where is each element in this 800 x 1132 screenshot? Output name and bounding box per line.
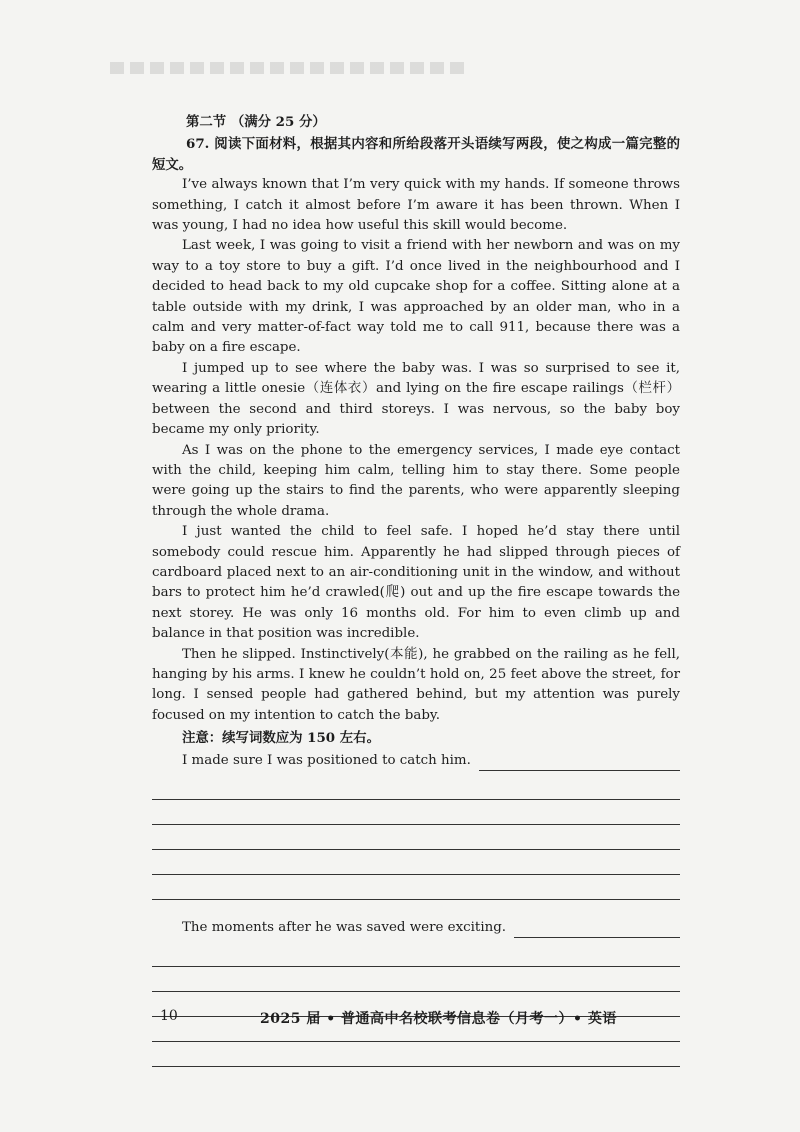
paragraph-starter-1: I made sure I was positioned to catch him.	[182, 752, 471, 768]
writing-line[interactable]	[152, 850, 680, 875]
passage-paragraph-5: I just wanted the child to feel safe. I hoped he’d stay there until somebody could rescue him. Apparently he had slipped through pieces of cardboard placed next to an air-conditioning unit in the window, and without bars to protect him he’d crawled(爬) out and up the fire escape towards the next storey. He was only 16 months old. For him to even climb up and balance in that position was incredible.	[152, 524, 680, 642]
passage-paragraph-1: I’ve always known that I’m very quick with my hands. If someone throws something, I catch it almost before I’m aware it has been thrown. When I was young, I had no idea how useful this skill would become.	[152, 177, 680, 234]
page-number: 10	[160, 1008, 178, 1024]
writing-line[interactable]	[152, 825, 680, 850]
question-instruction: 67. 阅读下面材料，根据其内容和所给段落开头语续写两段，使之构成一篇完整的短文。	[152, 136, 680, 173]
writing-lines-2	[152, 942, 680, 1067]
writing-line[interactable]	[152, 942, 680, 967]
writing-line[interactable]	[152, 967, 680, 992]
writing-blank-2[interactable]	[514, 921, 680, 938]
starter-2-row	[182, 918, 680, 938]
writing-line[interactable]	[152, 800, 680, 825]
writing-line[interactable]	[152, 1042, 680, 1067]
starter-1-row	[182, 751, 680, 771]
passage-paragraph-2: Last week, I was going to visit a friend with her newborn and was on my way to a toy store to buy a gift. I’d once lived in the neighbourhood and I decided to head back to my old cupcake shop for a coffee. Sitting alone at a table outside with my drink, I was approached by an older man, who in a calm and very matter-of-fact way told me to call 911, because there was a baby on a fire escape.	[152, 238, 680, 356]
writing-line[interactable]	[152, 875, 680, 900]
section-heading: 第二节 （满分 25 分）	[186, 114, 326, 130]
faint-header-text	[110, 62, 470, 74]
word-count-note: 注意：续写词数应为 150 左右。	[182, 730, 380, 747]
paragraph-starter-2: The moments after he was saved were exciting.	[182, 920, 507, 935]
exam-content	[152, 112, 680, 1067]
passage-paragraph-6: Then he slipped. Instinctively(本能), he grabbed on the railing as he fell, hanging by his arms. I knew he couldn’t hold on, 25 feet above the street, for long. I sensed people had gathered behind, but my attention was purely focused on my intention to catch the baby.	[152, 646, 680, 723]
passage-paragraph-4: As I was on the phone to the emergency services, I made eye contact with the child, keeping him calm, telling him to stay there. Some people were going up the stairs to find the parents, who were apparently sleeping through the whole drama.	[152, 442, 680, 519]
footer-title: 2025 届 • 普通高中名校联考信息卷（月考一）• 英语	[260, 1011, 617, 1027]
writing-lines-1	[152, 775, 680, 900]
writing-blank-1[interactable]	[479, 754, 680, 771]
writing-line[interactable]	[152, 775, 680, 800]
passage-paragraph-3: I jumped up to see where the baby was. I was so surprised to see it, wearing a little onesie（连体衣）and lying on the fire escape railings（栏杆）between the second and third storeys. I was nervous, so the baby boy became my only priority.	[152, 360, 680, 438]
